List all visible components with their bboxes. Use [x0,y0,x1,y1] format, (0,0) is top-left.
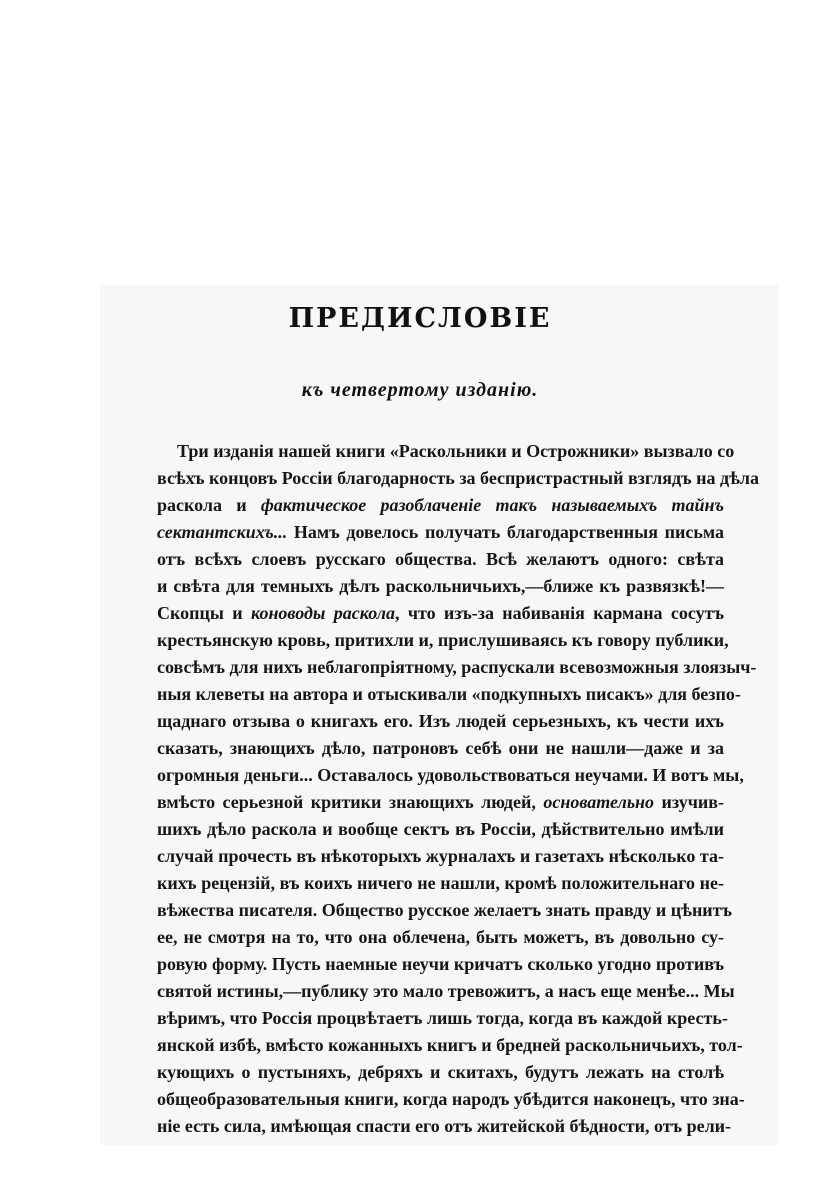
italic-text-segment: коноводы раскола [251,603,395,623]
text-line [157,573,724,600]
text-line [157,654,757,681]
text-line [157,816,724,843]
page-title: ПРЕДИСЛОВІЕ [288,303,552,334]
italic-text-segment: фактическое разоблаченіе такъ называемыхъ тайнъ [260,495,724,515]
text-line [157,978,735,1005]
page-subtitle: къ четвертому изданію. [301,379,539,401]
text-segment: случай прочесть въ нѣкоторыхъ журналахъ и газетахъ нѣсколько та- [157,846,724,866]
italic-text-segment: сектантскихъ... [157,522,288,542]
text-line [157,951,724,978]
text-segment: огромныя деньги... Оставалось удовольствоваться неучами. И вотъ мы, [157,765,744,785]
text-segment: ныя клеветы на автора и отыскивали «подкупныхъ писакъ» для безпо- [157,684,741,704]
text-line [157,1059,724,1086]
text-line [157,519,724,546]
text-segment: сказать, знающихъ дѣло, патроновъ себѣ они не нашли—даже и за [157,738,724,758]
text-segment: кующихъ о пустыняхъ, дебряхъ и скитахъ, будутъ лежать на столѣ [157,1062,724,1082]
text-segment: раскола и [157,495,261,515]
text-segment: Три изданія нашей книги «Раскольники и Острожники» вызвало со [177,441,735,461]
text-line [157,762,744,789]
text-line [157,735,724,762]
text-segment: ровую форму. Пусть наемные неучи кричатъ сколько угодно противъ [157,954,724,974]
text-line [157,1005,728,1032]
text-segment: кихъ рецензій, въ коихъ ничего не нашли, кромѣ положительнаго не- [157,873,724,893]
text-segment: совсѣмъ для нихъ неблагопріятному, распускали всевозможныя злоязыч- [157,657,757,677]
text-segment: общеобразовательныя книги, когда народъ убѣдится наконецъ, что зна- [157,1089,745,1109]
text-segment: , что изъ-за набиванія кармана сосутъ [394,603,724,623]
text-segment: вѣримъ, что Россія процвѣтаетъ лишь тогда, когда въ каждой кресть- [157,1008,728,1028]
text-line [157,627,729,654]
text-segment: Скопцы и [157,603,251,623]
text-line [157,438,735,465]
text-line [157,1086,745,1113]
text-segment: щаднаго отзыва о книгахъ его. Изъ людей серьезныхъ, къ чести ихъ [157,711,724,731]
text-segment: ее, не смотря на то, что она облечена, быть можетъ, въ довольно су- [157,927,724,947]
text-segment: вмѣсто серьезной критики знающихъ людей, [157,792,544,812]
preface-paragraph [157,438,759,1140]
text-segment: Намъ довелось получать благодарственныя письма [287,522,724,542]
text-segment: изучив- [654,792,725,812]
text-line [157,789,724,816]
italic-text-segment: основательно [543,792,655,812]
text-line [157,1032,743,1059]
text-line [157,492,724,519]
text-segment: отъ всѣхъ слоевъ русскаго общества. Всѣ желаютъ одного: свѣта [157,549,724,569]
text-line [157,546,724,573]
text-segment: и свѣта для темныхъ дѣлъ раскольничьихъ,—ближе къ развязкѣ!— [157,576,724,596]
text-line [157,924,724,951]
text-line [157,897,733,924]
text-line [157,681,741,708]
text-line [157,870,724,897]
text-segment: ніе есть сила, имѣющая спасти его отъ житейской бѣдности, отъ рели- [157,1116,732,1136]
text-segment: вѣжества писателя. Общество русское желаетъ знать правду и цѣнитъ [157,900,733,920]
text-segment: святой истины,—публику это мало тревожитъ, а насъ еще менѣе... Мы [157,981,735,1001]
text-line [157,465,759,492]
text-segment: крестьянскую кровь, притихли и, прислушиваясь къ говору публики, [157,630,729,650]
text-segment: всѣхъ концовъ Россіи благодарность за беспристрастный взглядъ на дѣла [157,468,759,488]
text-segment: шихъ дѣло раскола и вообще сектъ въ Россіи, дѣйствительно имѣли [157,819,724,839]
text-line [157,1113,732,1140]
text-line [157,843,724,870]
text-segment: янской избѣ, вмѣсто кожанныхъ книгъ и бредней раскольничьихъ, тол- [157,1035,743,1055]
text-line [157,600,724,627]
text-line [157,708,724,735]
